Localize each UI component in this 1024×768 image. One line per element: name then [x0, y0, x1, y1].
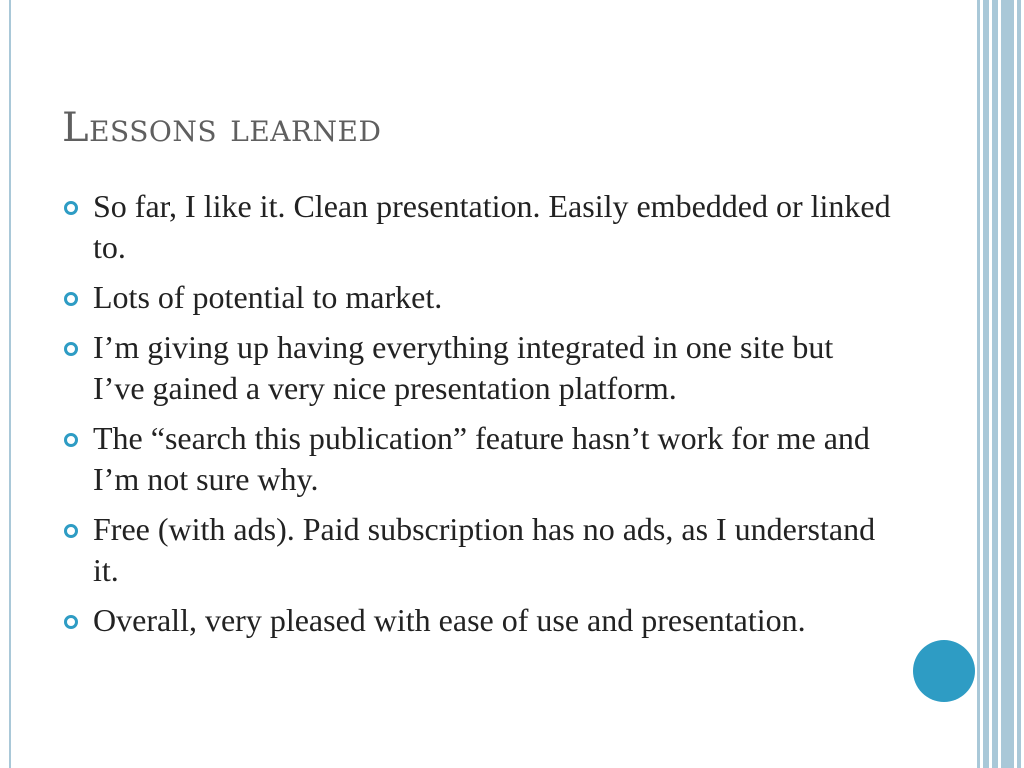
frame-left-line	[9, 0, 11, 768]
ring-bullet-icon	[64, 433, 78, 447]
bullet-text: So far, I like it. Clean presentation. Easily embedded or linked to.	[93, 188, 891, 265]
slide-title: Lessons learned	[62, 105, 382, 151]
bullet-item	[62, 327, 892, 409]
ring-bullet-icon	[64, 524, 78, 538]
bullet-list	[62, 186, 892, 650]
decor-stripe	[1001, 0, 1014, 768]
bullet-item	[62, 277, 892, 318]
decor-stripe	[1017, 0, 1021, 768]
bullet-item	[62, 186, 892, 268]
ring-bullet-icon	[64, 201, 78, 215]
bullet-text: I’m giving up having everything integrated in one site but I’ve gained a very nice presentation platform.	[93, 329, 834, 406]
ring-bullet-icon	[64, 342, 78, 356]
decor-stripe	[977, 0, 980, 768]
bullet-text: Lots of potential to market.	[93, 279, 443, 315]
bullet-text: Free (with ads). Paid subscription has no ads, as I understand it.	[93, 511, 876, 588]
ring-bullet-icon	[64, 292, 78, 306]
ring-bullet-icon	[64, 615, 78, 629]
bullet-text: The “search this publication” feature hasn’t work for me and I’m not sure why.	[93, 420, 870, 497]
decor-stripe	[983, 0, 989, 768]
bullet-item	[62, 600, 892, 641]
bullet-item	[62, 418, 892, 500]
decor-circle	[913, 640, 975, 702]
bullet-text: Overall, very pleased with ease of use and presentation.	[93, 602, 806, 638]
decor-stripe	[992, 0, 998, 768]
bullet-item	[62, 509, 892, 591]
